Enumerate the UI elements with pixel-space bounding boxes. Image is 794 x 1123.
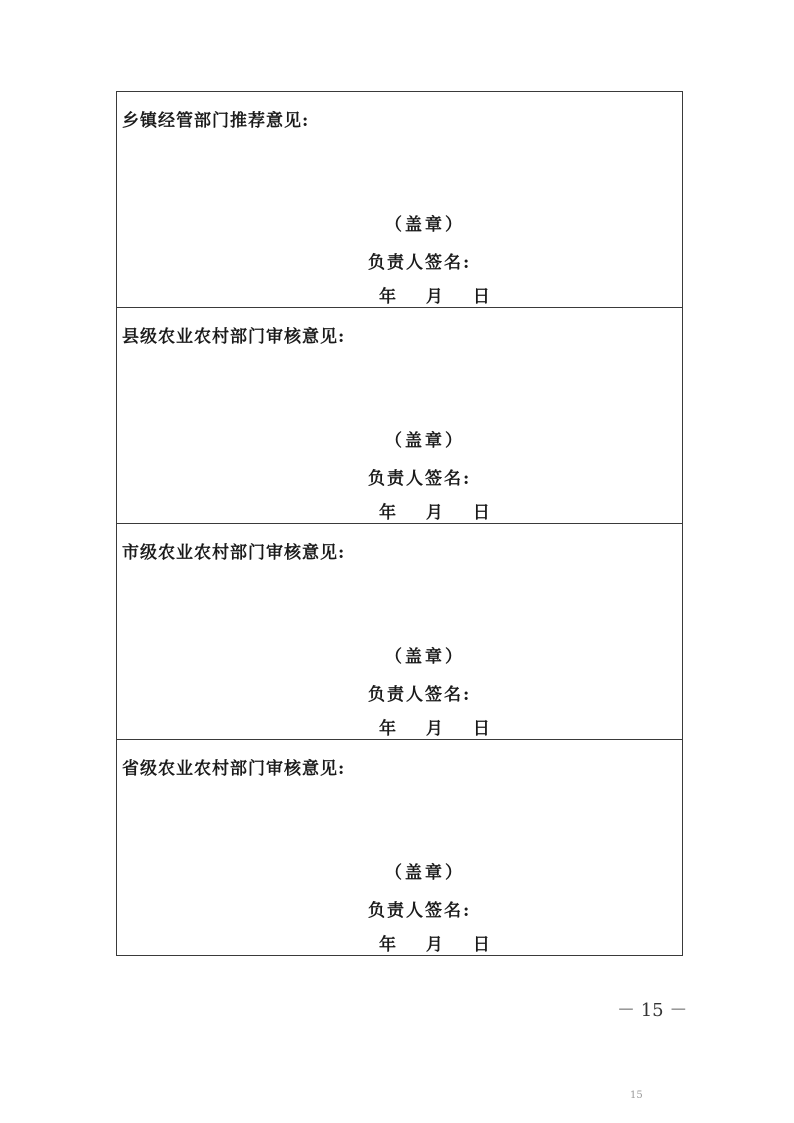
signer-label: 负责人签名: xyxy=(368,685,472,705)
date-year-label: 年 xyxy=(379,935,396,955)
date-year-label: 年 xyxy=(379,503,396,523)
section-title: 市级农业农村部门审核意见: xyxy=(122,543,346,563)
date-day-label: 日 xyxy=(472,935,490,955)
date-row xyxy=(379,282,490,307)
date-year-label: 年 xyxy=(379,719,396,739)
signer-label: 负责人签名: xyxy=(368,901,472,921)
seal-label: （盖章） xyxy=(385,863,465,883)
date-month-label: 月 xyxy=(425,503,443,523)
approval-form-table xyxy=(116,91,683,956)
date-month-label: 月 xyxy=(425,287,443,307)
scan-mark: 15 xyxy=(630,1090,643,1101)
section-title: 省级农业农村部门审核意见: xyxy=(122,759,346,779)
county-review-section xyxy=(117,308,682,524)
date-day-label: 日 xyxy=(472,503,490,523)
page-number: － 15 － xyxy=(617,1000,688,1021)
date-day-label: 日 xyxy=(472,719,490,739)
section-title: 县级农业农村部门审核意见: xyxy=(122,327,346,347)
date-row xyxy=(379,930,490,955)
township-recommendation-section xyxy=(117,92,682,308)
signer-label: 负责人签名: xyxy=(368,253,472,273)
section-title: 乡镇经管部门推荐意见: xyxy=(122,111,310,131)
province-review-section xyxy=(117,740,682,955)
seal-label: （盖章） xyxy=(385,431,465,451)
date-day-label: 日 xyxy=(472,287,490,307)
seal-label: （盖章） xyxy=(385,215,465,235)
date-year-label: 年 xyxy=(379,287,396,307)
date-month-label: 月 xyxy=(425,935,443,955)
date-row xyxy=(379,714,490,739)
date-month-label: 月 xyxy=(425,719,443,739)
date-row xyxy=(379,498,490,523)
signer-label: 负责人签名: xyxy=(368,469,472,489)
seal-label: （盖章） xyxy=(385,647,465,667)
city-review-section xyxy=(117,524,682,740)
